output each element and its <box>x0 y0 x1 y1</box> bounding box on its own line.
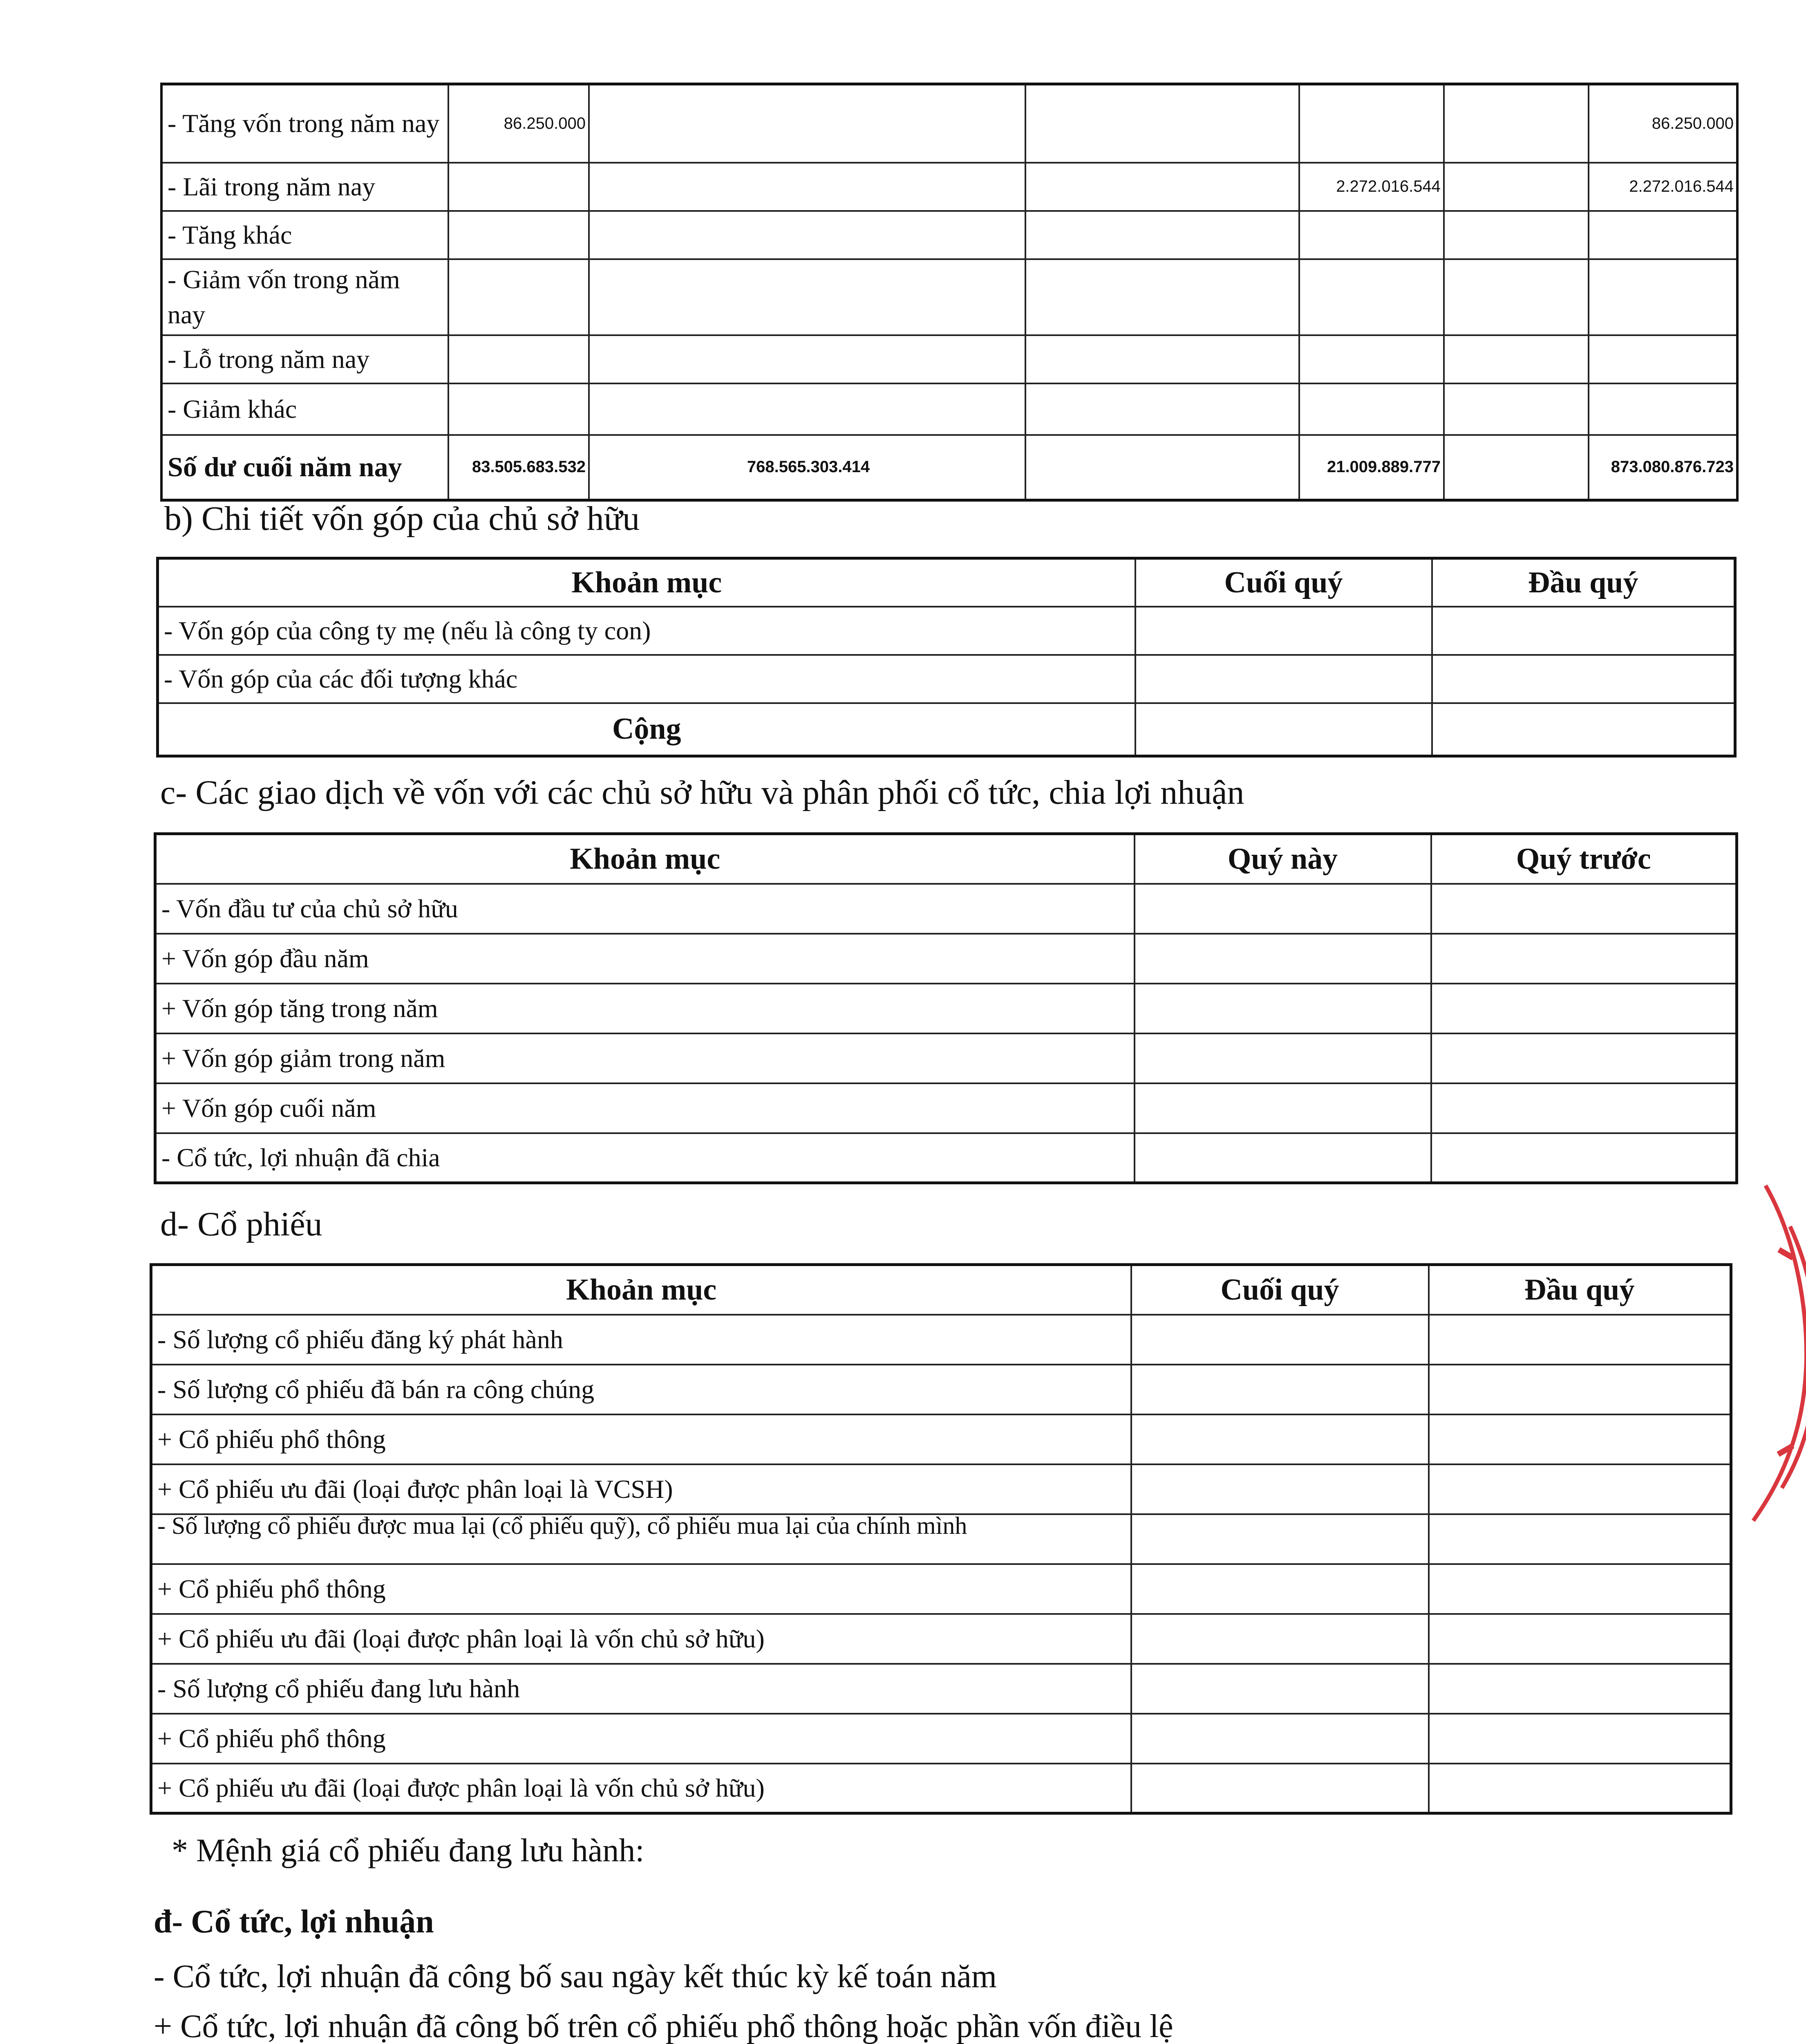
column-header: Quý trước <box>1431 834 1737 884</box>
row-label: - Số lượng cổ phiếu đã bán ra công chúng <box>151 1365 1131 1414</box>
table-row <box>161 335 1737 383</box>
cell-value: 2.272.016.544 <box>1299 163 1444 211</box>
row-label: - Vốn đầu tư của chủ sở hữu <box>155 884 1135 934</box>
row-label: - Giảm vốn trong năm nay <box>161 259 448 335</box>
row-label: + Vốn góp đầu năm <box>155 934 1135 984</box>
column-header: Cuối quý <box>1135 558 1432 607</box>
column-header: Quý này <box>1135 834 1431 884</box>
table-row <box>155 884 1737 934</box>
cell-value <box>1025 163 1299 211</box>
cell-value <box>448 259 589 335</box>
column-header: Cuối quý <box>1131 1265 1429 1315</box>
table-row <box>151 1464 1731 1514</box>
cell-value: 86.250.000 <box>1589 84 1737 163</box>
cell-value <box>1589 259 1737 335</box>
row-label: - Số lượng cổ phiếu đăng ký phát hành <box>151 1315 1131 1365</box>
row-label: - Cổ tức, lợi nhuận đã chia <box>155 1133 1135 1183</box>
row-label: - Số lượng cổ phiếu được mua lại (cổ phiếu quỹ), cổ phiếu mua lại của chính mình <box>151 1514 1131 1564</box>
row-label: Số dư cuối năm nay <box>161 435 448 500</box>
cell-value <box>589 211 1025 259</box>
cell-value <box>1444 84 1589 163</box>
par-value-note: * Mệnh giá cổ phiếu đang lưu hành: <box>172 1833 645 1869</box>
section-d-title: d- Cổ phiếu <box>160 1205 322 1243</box>
section-dd-title: đ- Cổ tức, lợi nhuận <box>154 1904 434 1940</box>
table-row <box>161 211 1737 259</box>
table-row-total <box>161 435 1737 500</box>
cell-value <box>589 335 1025 383</box>
cell-value <box>1444 435 1589 500</box>
table-row <box>151 1764 1731 1813</box>
table-row <box>151 1514 1731 1564</box>
equity-changes-table <box>160 83 1739 502</box>
cell-value <box>1299 259 1444 335</box>
table-row-total <box>158 703 1735 756</box>
cell-value <box>1025 84 1299 163</box>
cell-value <box>1444 259 1589 335</box>
table-row <box>155 1083 1737 1133</box>
table-row <box>151 1414 1731 1464</box>
cell-value <box>1444 163 1589 211</box>
cell-value: 2.272.016.544 <box>1589 163 1737 211</box>
row-label: + Cổ phiếu phổ thông <box>151 1714 1131 1764</box>
shares-table <box>150 1263 1732 1815</box>
row-label: - Vốn góp của công ty mẹ (nếu là công ty con) <box>158 607 1135 655</box>
cell-value: 768.565.303.414 <box>589 435 1025 500</box>
column-header: Đầu quý <box>1432 558 1735 607</box>
cell-value <box>1444 211 1589 259</box>
row-label: + Cổ phiếu ưu đãi (loại được phân loại là vốn chủ sở hữu) <box>151 1764 1131 1813</box>
table-row <box>151 1564 1731 1614</box>
cell-value <box>1025 335 1299 383</box>
row-label: + Cổ phiếu ưu đãi (loại được phân loại là vốn chủ sở hữu) <box>151 1614 1131 1664</box>
section-b-title: b) Chi tiết vốn góp của chủ sở hữu <box>164 500 640 538</box>
cell-value: 86.250.000 <box>448 84 589 163</box>
row-label: - Số lượng cổ phiếu đang lưu hành <box>151 1664 1131 1714</box>
table-row <box>155 1033 1737 1083</box>
table-row <box>158 607 1735 655</box>
dividend-line: + Cổ tức, lợi nhuận đã công bố trên cổ phiếu phổ thông hoặc phần vốn điều lệ <box>154 2008 1173 2044</box>
cell-value <box>589 259 1025 335</box>
cell-value <box>1025 383 1299 435</box>
column-header: Đầu quý <box>1429 1265 1731 1315</box>
cell-value <box>589 163 1025 211</box>
column-header: Khoản mục <box>155 834 1135 884</box>
table-row <box>155 1133 1737 1183</box>
row-label: - Giảm khác <box>161 383 448 435</box>
row-label: - Tăng khác <box>161 211 448 259</box>
table-row <box>161 84 1737 163</box>
cell-value <box>1299 84 1444 163</box>
row-label: - Lãi trong năm nay <box>161 163 448 211</box>
cell-value <box>448 383 589 435</box>
cell-value <box>1444 335 1589 383</box>
cell-value: 873.080.876.723 <box>1589 435 1737 500</box>
cell-value <box>1589 211 1737 259</box>
table-row <box>161 259 1737 335</box>
table-row <box>158 655 1735 703</box>
cell-value <box>1025 211 1299 259</box>
total-label: Cộng <box>158 703 1135 756</box>
cell-value <box>1589 383 1737 435</box>
cell-value <box>1589 335 1737 383</box>
row-label: + Cổ phiếu phổ thông <box>151 1564 1131 1614</box>
row-label: + Vốn góp giảm trong năm <box>155 1033 1135 1083</box>
capital-transactions-table <box>154 832 1738 1184</box>
table-row <box>161 163 1737 211</box>
table-row <box>151 1614 1731 1664</box>
cell-value <box>448 335 589 383</box>
row-label: - Lỗ trong năm nay <box>161 335 448 383</box>
table-row <box>151 1315 1731 1365</box>
cell-value: 21.009.889.777 <box>1299 435 1444 500</box>
column-header: Khoản mục <box>158 558 1135 607</box>
table-row <box>161 383 1737 435</box>
table-header-row <box>151 1265 1731 1315</box>
table-row <box>151 1714 1731 1764</box>
row-label: + Vốn góp cuối năm <box>155 1083 1135 1133</box>
company-stamp-partial <box>1729 1177 1806 1529</box>
cell-value <box>1299 211 1444 259</box>
row-label: + Cổ phiếu ưu đãi (loại được phân loại là VCSH) <box>151 1464 1131 1514</box>
cell-value <box>589 383 1025 435</box>
cell-value: 83.505.683.532 <box>448 435 589 500</box>
table-row <box>155 984 1737 1033</box>
cell-value <box>448 211 589 259</box>
row-label: - Vốn góp của các đối tượng khác <box>158 655 1135 703</box>
dividend-line: - Cổ tức, lợi nhuận đã công bố sau ngày kết thúc kỳ kế toán năm <box>154 1959 997 1995</box>
cell-value <box>1299 335 1444 383</box>
table-row <box>155 934 1737 984</box>
row-label: + Vốn góp tăng trong năm <box>155 984 1135 1033</box>
table-row <box>151 1365 1731 1414</box>
table-row <box>151 1664 1731 1714</box>
column-header: Khoản mục <box>151 1265 1131 1315</box>
cell-value <box>1444 383 1589 435</box>
owner-capital-table <box>156 557 1737 758</box>
table-header-row <box>155 834 1737 884</box>
row-label: - Tăng vốn trong năm nay <box>161 84 448 163</box>
table-header-row <box>158 558 1735 607</box>
cell-value <box>589 84 1025 163</box>
cell-value <box>448 163 589 211</box>
row-label: + Cổ phiếu phổ thông <box>151 1414 1131 1464</box>
section-c-title: c- Các giao dịch về vốn với các chủ sở hữu và phân phối cổ tức, chia lợi nhuận <box>160 773 1244 811</box>
cell-value <box>1299 383 1444 435</box>
cell-value <box>1025 435 1299 500</box>
cell-value <box>1025 259 1299 335</box>
